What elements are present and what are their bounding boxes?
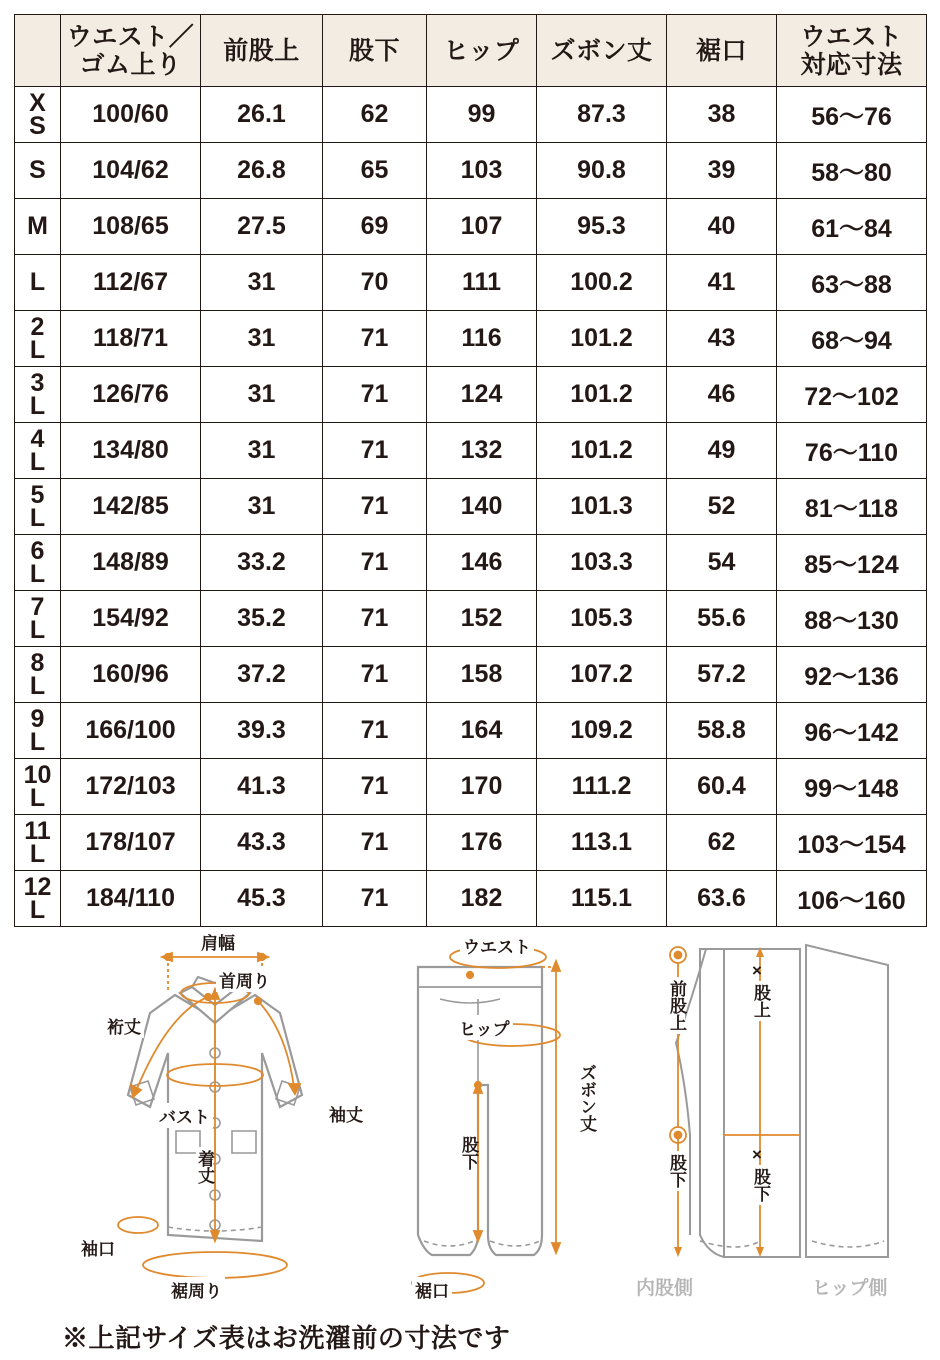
- cell-hem: 46: [667, 367, 777, 423]
- label-pants-hip: ヒップ: [456, 1015, 513, 1040]
- cell-front-rise: 31: [201, 311, 323, 367]
- table-row: [15, 535, 927, 591]
- cell-front-rise: 35.2: [201, 591, 323, 647]
- cell-size: [15, 87, 61, 143]
- label-pants-waist: ウエスト: [460, 933, 534, 958]
- cell-front-rise: 39.3: [201, 703, 323, 759]
- size-label-line: 3: [30, 368, 45, 397]
- label-body-length: 着丈: [196, 1147, 213, 1187]
- cell-hip: 170: [427, 759, 537, 815]
- cell-inseam: 71: [323, 311, 427, 367]
- table-row: [15, 367, 927, 423]
- cell-size: [15, 591, 61, 647]
- label-pants-inseam: 股下: [460, 1133, 477, 1173]
- label-hem-round: 裾周り: [168, 1277, 225, 1302]
- label-yuki: 裄丈: [104, 1013, 144, 1038]
- cell-length: 101.3: [537, 479, 667, 535]
- table-row: [15, 591, 927, 647]
- cell-hip: 132: [427, 423, 537, 479]
- cell-length: 105.3: [537, 591, 667, 647]
- label-pants-length: ズボン丈: [578, 1061, 595, 1135]
- header-line-2: ゴム上り: [79, 50, 182, 79]
- cell-inseam: 69: [323, 199, 427, 255]
- cell-inseam: 71: [323, 647, 427, 703]
- dot: [255, 998, 261, 1004]
- measurement-diagrams: [0, 935, 940, 1355]
- cell-inseam: 71: [323, 591, 427, 647]
- cell-front-rise: 33.2: [201, 535, 323, 591]
- cell-size: [15, 871, 61, 927]
- size-label-line: 2: [30, 312, 45, 341]
- table-row: [15, 647, 927, 703]
- size-label-line: L: [29, 268, 46, 296]
- hem-round-ellipse: [143, 1252, 287, 1278]
- label-bust: バスト: [156, 1103, 213, 1128]
- cell-waist-range: 63〜88: [777, 255, 927, 311]
- header-cell-front-rise: 前股上: [201, 15, 323, 87]
- cell-hip: 182: [427, 871, 537, 927]
- cell-hip: 140: [427, 479, 537, 535]
- header-cell-size: [15, 15, 61, 87]
- cell-inseam: 65: [323, 143, 427, 199]
- cell-hip: 152: [427, 591, 537, 647]
- cell-waist: 166/100: [61, 703, 201, 759]
- cell-inseam: 71: [323, 703, 427, 759]
- cell-waist-range: 99〜148: [777, 759, 927, 815]
- cell-waist-range: 88〜130: [777, 591, 927, 647]
- cell-hem: 41: [667, 255, 777, 311]
- cell-waist: 178/107: [61, 815, 201, 871]
- cell-waist: 100/60: [61, 87, 201, 143]
- size-label-line: 12: [23, 872, 52, 901]
- cell-hip: 158: [427, 647, 537, 703]
- arrow: [552, 1243, 560, 1253]
- table-row: [15, 871, 927, 927]
- cell-waist-range: 68〜94: [777, 311, 927, 367]
- cell-hem: 39: [667, 143, 777, 199]
- arrow: [552, 961, 560, 971]
- table-row: [15, 759, 927, 815]
- cuff-ellipse: [118, 1217, 158, 1233]
- cell-front-rise: 31: [201, 367, 323, 423]
- size-label-line: L: [29, 447, 46, 476]
- cell-waist-range: 92〜136: [777, 647, 927, 703]
- cell-hem: 54: [667, 535, 777, 591]
- cell-length: 101.2: [537, 423, 667, 479]
- cell-waist-range: 72〜102: [777, 367, 927, 423]
- rise-top-marker-left-dot: [675, 952, 682, 959]
- label-pants-hem: 裾口: [412, 1277, 452, 1302]
- cell-waist-range: 61〜84: [777, 199, 927, 255]
- cell-waist: 112/67: [61, 255, 201, 311]
- header-row: [15, 15, 927, 87]
- cell-length: 101.2: [537, 367, 667, 423]
- label-shoulder-width: 肩幅: [198, 929, 238, 954]
- size-label-line: S: [29, 111, 46, 140]
- cell-hem: 38: [667, 87, 777, 143]
- label-sleeve-length: 袖丈: [326, 1101, 366, 1126]
- cell-length: 111.2: [537, 759, 667, 815]
- cell-length: 107.2: [537, 647, 667, 703]
- header-cell-waist: [61, 15, 201, 87]
- label-inner-side: 内股側: [636, 1278, 694, 1299]
- label-rise-mark-top: ×: [752, 961, 762, 980]
- size-label-line: 9: [30, 704, 45, 733]
- header-line-2: 対応寸法: [800, 50, 903, 79]
- size-label-line: L: [29, 727, 46, 756]
- size-label-line: S: [29, 156, 46, 184]
- table-row: [15, 479, 927, 535]
- cell-inseam: 70: [323, 255, 427, 311]
- pants-body-shape: [418, 967, 542, 1255]
- cell-length: 90.8: [537, 143, 667, 199]
- cell-size: [15, 759, 61, 815]
- size-table: [14, 14, 927, 927]
- cell-front-rise: 43.3: [201, 815, 323, 871]
- cell-inseam: 71: [323, 367, 427, 423]
- cell-inseam: 71: [323, 759, 427, 815]
- label-front-rise: 前股上: [668, 977, 685, 1034]
- cell-inseam: 62: [323, 87, 427, 143]
- size-label-line: L: [29, 671, 46, 700]
- size-label-line: M: [27, 212, 48, 240]
- cell-waist-range: 96〜142: [777, 703, 927, 759]
- header-cell-inseam: 股下: [323, 15, 427, 87]
- cell-waist-range: 58〜80: [777, 143, 927, 199]
- cell-waist: 126/76: [61, 367, 201, 423]
- cell-size: [15, 815, 61, 871]
- label-rise-mark-bottom: ×: [752, 1145, 762, 1164]
- cell-hem: 52: [667, 479, 777, 535]
- cell-hip: 103: [427, 143, 537, 199]
- cell-hip: 124: [427, 367, 537, 423]
- cell-length: 87.3: [537, 87, 667, 143]
- label-inseam-left: 股下: [668, 1151, 685, 1191]
- size-label-line: L: [29, 839, 46, 868]
- cell-hem: 58.8: [667, 703, 777, 759]
- header-line-1: ウエスト: [800, 22, 903, 51]
- cell-front-rise: 41.3: [201, 759, 323, 815]
- header-cell-length: ズボン丈: [537, 15, 667, 87]
- cell-front-rise: 37.2: [201, 647, 323, 703]
- cell-hem: 55.6: [667, 591, 777, 647]
- cell-size: [15, 143, 61, 199]
- size-label-line: L: [29, 895, 46, 924]
- cell-waist-range: 85〜124: [777, 535, 927, 591]
- cell-hem: 60.4: [667, 759, 777, 815]
- cell-size: [15, 423, 61, 479]
- cell-length: 103.3: [537, 535, 667, 591]
- cell-length: 100.2: [537, 255, 667, 311]
- cell-length: 115.1: [537, 871, 667, 927]
- cell-size: [15, 367, 61, 423]
- cell-waist-range: 56〜76: [777, 87, 927, 143]
- table-row: [15, 423, 927, 479]
- size-label-line: L: [29, 503, 46, 532]
- cell-waist: 108/65: [61, 199, 201, 255]
- cell-waist-range: 81〜118: [777, 479, 927, 535]
- size-label-line: L: [29, 615, 46, 644]
- size-label-line: L: [29, 783, 46, 812]
- cell-hip: 99: [427, 87, 537, 143]
- cell-size: [15, 535, 61, 591]
- pants-diagram: [412, 946, 560, 1293]
- footnote-text: ※上記サイズ表はお洗濯前の寸法です: [62, 1323, 511, 1353]
- cell-hem: 43: [667, 311, 777, 367]
- arrow: [674, 1247, 682, 1257]
- cell-hem: 62: [667, 815, 777, 871]
- size-label-line: 7: [30, 592, 45, 621]
- size-label-line: L: [29, 335, 46, 364]
- cell-hem: 40: [667, 199, 777, 255]
- table-row: [15, 255, 927, 311]
- cell-front-rise: 31: [201, 479, 323, 535]
- rise-left-panel: [700, 949, 724, 1257]
- size-label-line: 4: [30, 424, 45, 453]
- cell-inseam: 71: [323, 871, 427, 927]
- cell-hip: 111: [427, 255, 537, 311]
- cell-size: [15, 199, 61, 255]
- rise-right-panel: [806, 945, 888, 1257]
- cell-hip: 164: [427, 703, 537, 759]
- size-label-line: 5: [30, 480, 45, 509]
- size-label-line: X: [29, 88, 46, 117]
- cell-waist: 154/92: [61, 591, 201, 647]
- dot: [467, 972, 473, 978]
- cell-length: 109.2: [537, 703, 667, 759]
- cell-waist-range: 76〜110: [777, 423, 927, 479]
- cell-hem: 49: [667, 423, 777, 479]
- table-row: [15, 87, 927, 143]
- label-back-rise: 股上: [752, 981, 769, 1021]
- size-table-head: [15, 15, 927, 87]
- cell-length: 113.1: [537, 815, 667, 871]
- size-label-line: L: [29, 391, 46, 420]
- cell-front-rise: 26.1: [201, 87, 323, 143]
- cell-size: [15, 255, 61, 311]
- size-label-line: 11: [24, 816, 51, 845]
- size-label-line: 8: [30, 648, 45, 677]
- header-cell-waist-range: [777, 15, 927, 87]
- size-label-line: 10: [23, 760, 52, 789]
- cell-waist: 134/80: [61, 423, 201, 479]
- cell-hip: 116: [427, 311, 537, 367]
- size-label-line: L: [29, 559, 46, 588]
- cell-front-rise: 45.3: [201, 871, 323, 927]
- rise-diagram: [670, 945, 888, 1257]
- cell-waist: 172/103: [61, 759, 201, 815]
- cell-front-rise: 26.8: [201, 143, 323, 199]
- label-neck: 首周り: [216, 967, 273, 992]
- label-cuff: 袖口: [78, 1235, 118, 1260]
- cell-hem: 57.2: [667, 647, 777, 703]
- cell-waist: 142/85: [61, 479, 201, 535]
- header-cell-hem: 裾口: [667, 15, 777, 87]
- cell-waist: 148/89: [61, 535, 201, 591]
- cell-waist-range: 103〜154: [777, 815, 927, 871]
- arrow: [211, 1231, 219, 1241]
- cell-hip: 107: [427, 199, 537, 255]
- cell-size: [15, 647, 61, 703]
- table-row: [15, 703, 927, 759]
- size-label-line: 6: [30, 536, 45, 565]
- table-row: [15, 815, 927, 871]
- cell-length: 95.3: [537, 199, 667, 255]
- cell-waist: 118/71: [61, 311, 201, 367]
- label-inseam-right: 股下: [752, 1165, 769, 1205]
- cell-waist-range: 106〜160: [777, 871, 927, 927]
- cell-hip: 146: [427, 535, 537, 591]
- cell-inseam: 71: [323, 535, 427, 591]
- cell-hip: 176: [427, 815, 537, 871]
- cell-inseam: 71: [323, 815, 427, 871]
- label-hip-side: ヒップ側: [812, 1278, 888, 1299]
- cell-waist: 184/110: [61, 871, 201, 927]
- cell-front-rise: 27.5: [201, 199, 323, 255]
- cell-size: [15, 311, 61, 367]
- cell-front-rise: 31: [201, 255, 323, 311]
- cell-hem: 63.6: [667, 871, 777, 927]
- cell-size: [15, 703, 61, 759]
- size-table-body: [15, 87, 927, 927]
- table-row: [15, 199, 927, 255]
- header-cell-hip: ヒップ: [427, 15, 537, 87]
- cell-inseam: 71: [323, 423, 427, 479]
- cell-size: [15, 479, 61, 535]
- table-row: [15, 143, 927, 199]
- cell-waist: 160/96: [61, 647, 201, 703]
- cell-length: 101.2: [537, 311, 667, 367]
- cell-waist: 104/62: [61, 143, 201, 199]
- table-row: [15, 311, 927, 367]
- header-line-1: ウエスト／: [66, 22, 195, 51]
- cell-inseam: 71: [323, 479, 427, 535]
- cell-front-rise: 31: [201, 423, 323, 479]
